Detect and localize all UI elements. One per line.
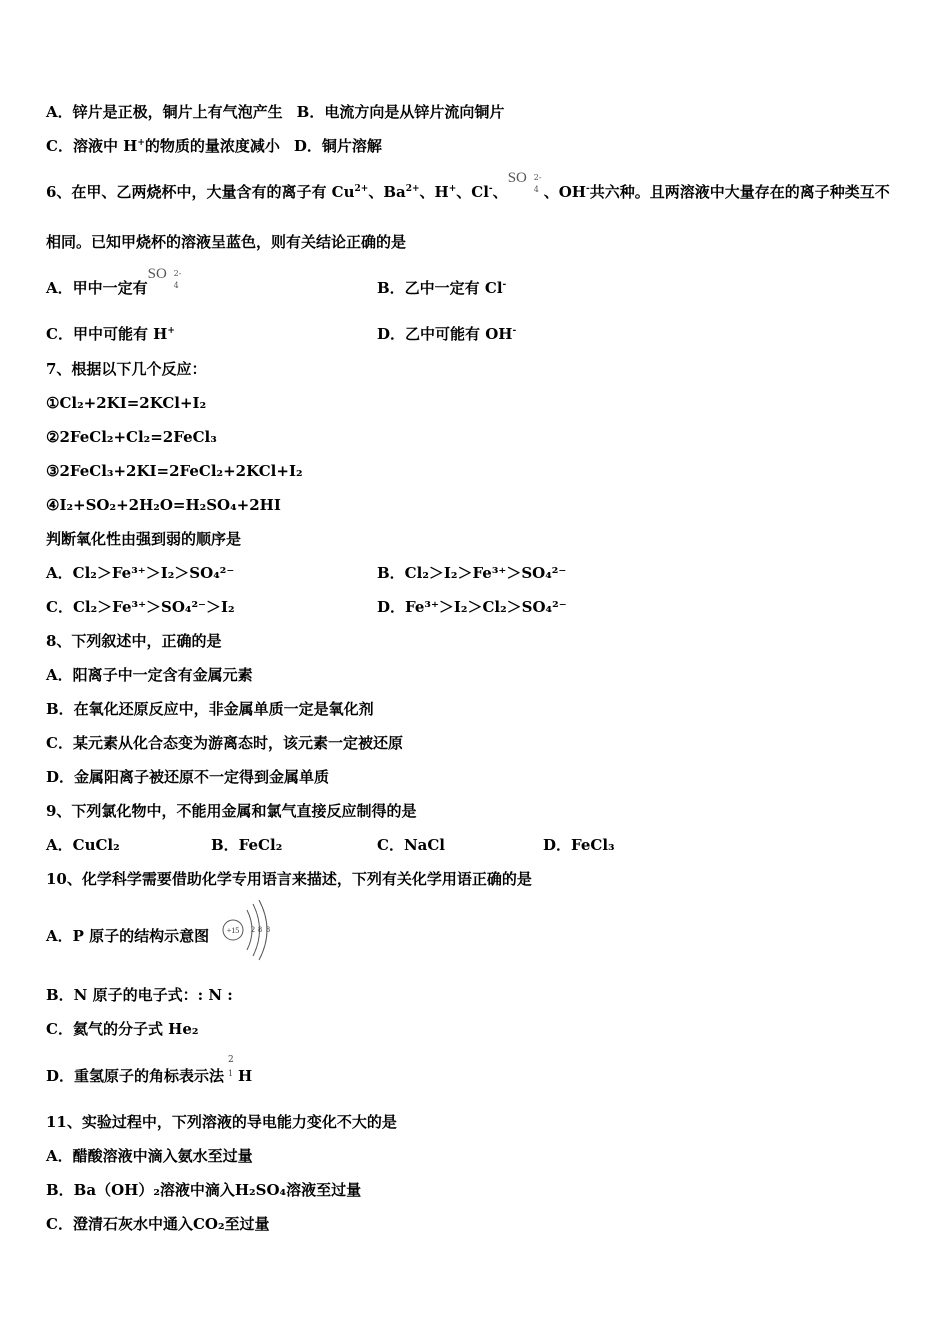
q5-option-d: D．铜片溶解 bbox=[293, 137, 382, 155]
q7-reaction-4: ④I₂+SO₂+2H₂O=H₂SO₄+2HI bbox=[46, 496, 281, 514]
q5-options-row-1 bbox=[46, 102, 504, 122]
q5-options-row-2 bbox=[46, 136, 382, 156]
q7-reaction-1: ①Cl₂+2KI=2KCl+I₂ bbox=[46, 394, 207, 412]
q8-option-b: B．在氧化还原反应中，非金属单质一定是氧化剂 bbox=[46, 700, 374, 718]
q7-stem: 7、根据以下几个反应： bbox=[46, 360, 207, 378]
q11-option-a: A．醋酸溶液中滴入氨水至过量 bbox=[46, 1147, 253, 1165]
shell-electrons-1: 2 bbox=[251, 925, 255, 934]
q8-option-c: C．某元素从化合态变为游离态时，该元素一定被还原 bbox=[46, 734, 403, 752]
q6-stem-line-1: 6、在甲、乙两烧杯中，大量含有的离子有 $Cu^{2+}$、$Ba^{2+}$、H+、Cl-、 SO 2- 4 、OH-共六种。且两溶液中大量存在的离子种类互不 bbox=[46, 170, 890, 201]
q9-option-b: B．FeCl₂ bbox=[211, 836, 283, 854]
q7-option-c: C．Cl₂＞Fe³⁺＞SO₄²⁻＞I₂ bbox=[46, 598, 235, 616]
q10-stem: 10、化学科学需要借助化学专用语言来描述，下列有关化学用语正确的是 bbox=[46, 870, 532, 888]
sulfate-ion-formula: SO 2- 4 bbox=[507, 170, 542, 194]
q10-option-c: C．氦气的分子式 He₂ bbox=[46, 1020, 199, 1038]
q11-option-b: B．Ba（OH）₂溶液中滴入H₂SO₄溶液至过量 bbox=[46, 1181, 362, 1199]
q8-option-a: A．阳离子中一定含有金属元素 bbox=[46, 666, 253, 684]
q10-option-a: A．P 原子的结构示意图 bbox=[46, 927, 210, 945]
q5-option-b: B．电流方向是从锌片流向铜片 bbox=[296, 103, 505, 121]
q10-option-b: B．N 原子的电子式：: N : bbox=[46, 986, 233, 1004]
q7-option-a: A．Cl₂＞Fe³⁺＞I₂＞SO₄²⁻ bbox=[46, 564, 235, 582]
q6-option-d: D．乙中可能有 OH- bbox=[377, 325, 517, 343]
q7-option-b: B．Cl₂＞I₂＞Fe³⁺＞SO₄²⁻ bbox=[377, 564, 567, 582]
phosphorus-atom-structure-diagram bbox=[221, 898, 277, 962]
q5-option-c: C．溶液中 H+的物质的量浓度减小 bbox=[46, 137, 280, 155]
sulfate-ion-formula-a: SO 2- 4 bbox=[147, 266, 182, 290]
q9-option-c: C．NaCl bbox=[377, 836, 446, 854]
q7-option-d: D．Fe³⁺＞I₂＞Cl₂＞SO₄²⁻ bbox=[377, 598, 567, 616]
shell-electrons-3: 8 bbox=[266, 925, 270, 934]
q10-option-d: D．重氢原子的角标表示法 2 1 H bbox=[46, 1055, 253, 1085]
q6-option-a: A．甲中一定有 SO 2- 4 bbox=[46, 278, 184, 298]
q6-option-b: B．乙中一定有 Cl- bbox=[377, 279, 507, 297]
q7-question: 判断氧化性由强到弱的顺序是 bbox=[46, 530, 242, 548]
q9-option-a: A．CuCl₂ bbox=[46, 836, 120, 854]
q6-stem-line-2: 相同。已知甲烧杯的溶液呈蓝色，则有关结论正确的是 bbox=[46, 233, 407, 251]
q11-option-c: C．澄清石灰水中通入CO₂至过量 bbox=[46, 1215, 270, 1233]
q8-stem: 8、下列叙述中，正确的是 bbox=[46, 632, 222, 650]
q7-reaction-2: ②2FeCl₂+Cl₂=2FeCl₃ bbox=[46, 428, 217, 446]
nucleus-charge: +15 bbox=[226, 926, 240, 935]
q6-option-c: C．甲中可能有 H+ bbox=[46, 325, 175, 343]
shell-electrons-2: 8 bbox=[258, 925, 262, 934]
q8-option-d: D．金属阳离子被还原不一定得到金属单质 bbox=[46, 768, 330, 786]
q7-reaction-3: ③2FeCl₃+2KI=2FeCl₂+2KCl+I₂ bbox=[46, 462, 303, 480]
q9-option-d: D．FeCl₃ bbox=[543, 836, 615, 854]
deuterium-notation: 2 1 bbox=[228, 1055, 234, 1078]
q5-option-a: A．锌片是正极，铜片上有气泡产生 bbox=[46, 103, 283, 121]
q11-stem: 11、实验过程中，下列溶液的导电能力变化不大的是 bbox=[46, 1113, 397, 1131]
q9-stem: 9、下列氯化物中，不能用金属和氯气直接反应制得的是 bbox=[46, 802, 417, 820]
